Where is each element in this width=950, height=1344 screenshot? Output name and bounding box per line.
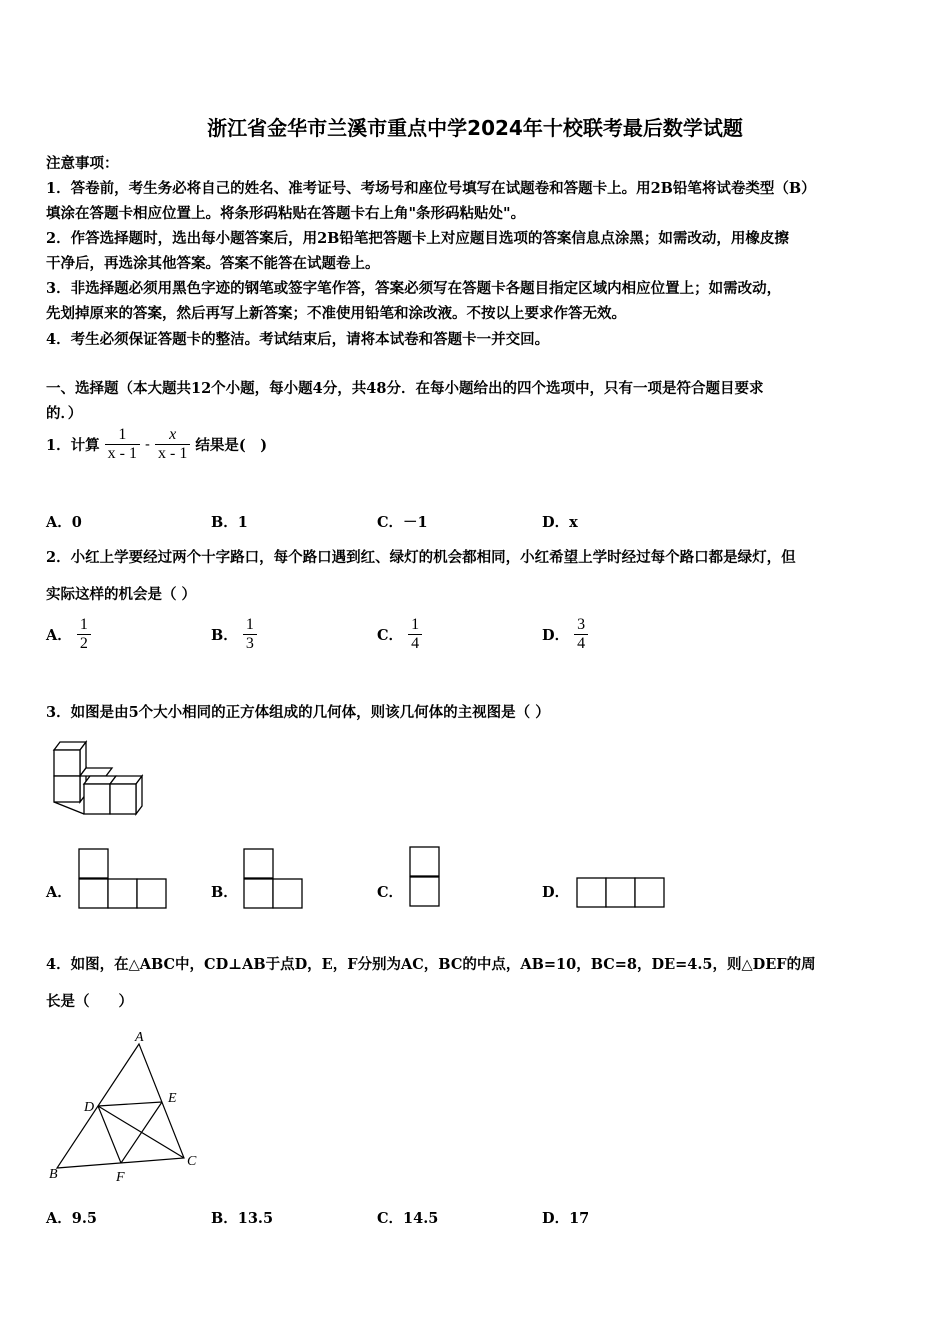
q2-option-b[interactable] (211, 616, 257, 653)
question-3: 3．如图是由5个大小相同的正方体组成的几何体，则该几何体的主视图是（ ） (46, 704, 550, 721)
notice-line: 4．考生必须保证答题卡的整洁。考试结束后，请将本试卷和答题卡一并交回。 (46, 331, 550, 348)
segment-dc (98, 1106, 184, 1158)
cube-solid-figure (46, 738, 146, 818)
question-1 (46, 426, 267, 463)
q3-option-a[interactable]: A． (46, 884, 72, 901)
q2-option-b-num: 1 (245, 616, 254, 633)
q4-option-b[interactable]: B．13.5 (211, 1210, 274, 1227)
notice-line: 先划掉原来的答案，然后再写上新答案；不准使用铅笔和涂改液。不按以上要求作答无效。 (46, 305, 626, 322)
triangle-figure (44, 1025, 204, 1185)
segment-df (98, 1106, 121, 1163)
q4-option-c[interactable]: C．14.5 (377, 1210, 439, 1227)
cube-front-face (84, 784, 110, 814)
vertex-label-e: E (168, 1091, 177, 1106)
q3-option-c[interactable]: C． (377, 884, 404, 901)
notice-line: 填涂在答题卡相应位置上。将条形码粘贴在答题卡右上角"条形码粘贴处"。 (46, 205, 526, 222)
notice-line: 干净后，再选涂其他答案。答案不能答在试题卷上。 (46, 255, 380, 272)
q1-prefix: 1．计算 (46, 437, 100, 454)
q1-frac2-denominator: x - 1 (155, 444, 190, 463)
q2-option-a[interactable] (46, 616, 91, 653)
q2-option-a-fraction (77, 616, 91, 653)
cube-front-face (54, 776, 80, 802)
q2-option-c-fraction (408, 616, 422, 653)
q3-option-d-view (576, 876, 668, 910)
q2-option-d-fraction (574, 616, 588, 653)
q2-option-b-fraction (243, 616, 257, 653)
notice-line: 3．非选择题必须用黑色字迹的钢笔或签字笔作答，答案必须写在答题卡各题目指定区域内相应位置上；如需改动， (46, 280, 782, 297)
vertex-label-d: D (84, 1100, 95, 1115)
question-4: 4．如图，在△ABC中，CD⊥AB于点D，E，F分别为AC，BC的中点，AB=10，BC=8，DE=4.5，则△DEF的周 (46, 956, 816, 973)
q1-option-d[interactable]: D．x (542, 514, 578, 531)
vertex-label-c: C (187, 1154, 197, 1169)
question-2: 2．小红上学要经过两个十字路口，每个路口遇到红、绿灯的机会都相同，小红希望上学时经过每个路口都是绿灯，但 (46, 549, 796, 566)
q1-minus: - (145, 436, 150, 453)
page-title: 浙江省金华市兰溪市重点中学2024年十校联考最后数学试题 (207, 116, 743, 140)
q2-option-a-num: 1 (79, 616, 88, 633)
vertex-label-a: A (135, 1030, 144, 1045)
q2-option-a-label: A． (46, 627, 72, 644)
q2-option-d-num: 3 (577, 616, 586, 633)
question-4-cont: 长是（ ） (46, 993, 133, 1010)
q1-fraction-2 (155, 426, 190, 463)
q4-option-a[interactable]: A．9.5 (46, 1210, 97, 1227)
q4-option-d[interactable]: D．17 (542, 1210, 590, 1227)
section-heading-cont: 的．） (46, 405, 83, 422)
q1-fraction-1 (105, 426, 140, 463)
q2-option-b-den: 3 (243, 634, 257, 653)
q2-option-c-den: 4 (408, 634, 422, 653)
q1-option-a[interactable]: A．0 (46, 514, 82, 531)
section-heading: 一、选择题（本大题共12个小题，每小题4分，共48分．在每小题给出的四个选项中，只有一项是符合题目要求 (46, 380, 764, 397)
q3-option-b-view (243, 848, 305, 910)
notice-heading: 注意事项： (46, 155, 119, 172)
cube-top-face (80, 768, 112, 776)
q3-option-a-view (78, 848, 168, 910)
q1-frac2-numerator: x (169, 426, 177, 443)
segment-ef (121, 1102, 162, 1163)
q2-option-c[interactable] (377, 616, 422, 653)
q2-option-a-den: 2 (77, 634, 91, 653)
question-2-cont: 实际这样的机会是（ ） (46, 586, 197, 603)
q3-option-c-view (409, 846, 441, 908)
q2-option-c-num: 1 (411, 616, 420, 633)
notice-line: 1．答卷前，考生务必将自己的姓名、准考证号、考场号和座位号填写在试题卷和答题卡上。用2B铅笔将试卷类型（B） (46, 180, 816, 197)
q1-frac1-numerator: 1 (118, 426, 127, 443)
q1-option-b[interactable]: B．1 (211, 514, 248, 531)
q1-option-c[interactable]: C．－1 (377, 514, 428, 531)
cube-front-face (110, 784, 136, 814)
q2-option-c-label: C． (377, 627, 404, 644)
q2-option-d[interactable] (542, 616, 588, 653)
vertex-label-b: B (49, 1167, 58, 1182)
q2-option-b-label: B． (211, 627, 238, 644)
q3-option-b[interactable]: B． (211, 884, 238, 901)
q1-frac1-denominator: x - 1 (105, 444, 140, 463)
cube-front-face (54, 750, 80, 776)
triangle-abc (57, 1044, 184, 1168)
notice-line: 2．作答选择题时，选出每小题答案后，用2B铅笔把答题卡上对应题目选项的答案信息点涂黑；如需改动，用橡皮擦 (46, 230, 789, 247)
q3-option-d[interactable]: D． (542, 884, 570, 901)
vertex-label-f: F (116, 1170, 125, 1185)
q2-option-d-label: D． (542, 627, 570, 644)
segment-de (98, 1102, 162, 1106)
q2-option-d-den: 4 (574, 634, 588, 653)
q1-suffix: 结果是( ) (195, 437, 268, 454)
